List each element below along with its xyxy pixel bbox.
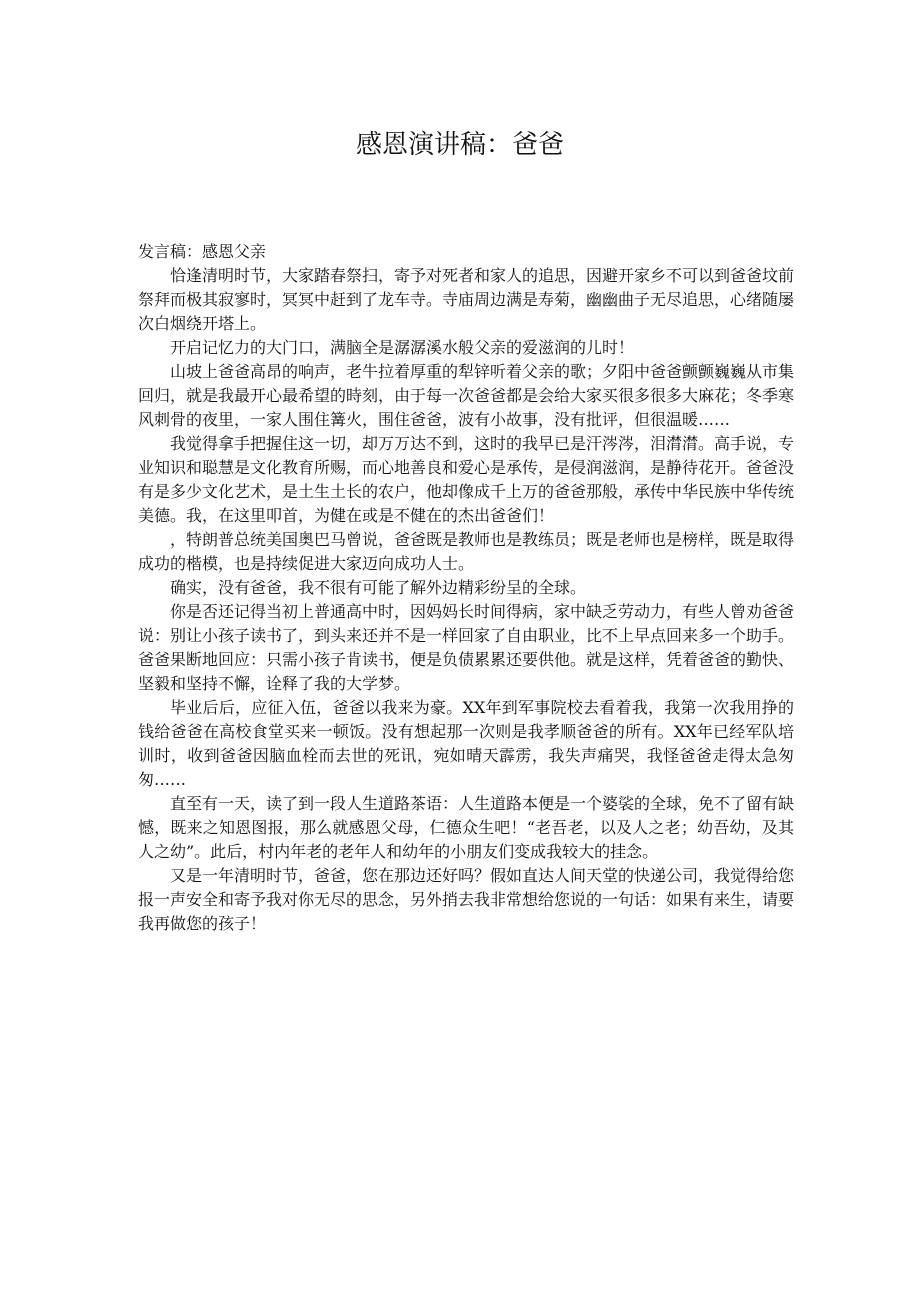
paragraph: 又是一年清明时节，爸爸，您在那边还好吗？假如直达人间天堂的快递公司，我觉得给您报一声安全和寄予我对你无尽的思念，另外捎去我非常想给您说的一句话：如果有来生，请要我再做您的孩子！ [138,866,795,933]
paragraph: ，特朗普总统美国奥巴马曾说，爸爸既是教师也是教练员；既是老师也是榜样，既是取得成功的楷模，也是持续促进大家迈向成功人士。 [138,530,795,573]
paragraph: 开启记忆力的大门口，满脑全是潺潺溪水般父亲的爱滋润的儿时！ [170,338,635,357]
document-body [138,240,794,936]
document-title: 感恩演讲稿：爸爸 [355,130,564,160]
paragraph: 毕业后后，应征入伍，爸爸以我来为豪。XX年到军事院校去看着我，我第一次我用挣的钱给爸爸在高校食堂买来一顿饭。没有想起那一次则是我孝顺爸爸的所有。XX年已经军队培训时，收到爸爸因脑血栓而去世的死讯，宛如晴天霹雳，我失声痛哭，我怪爸爸走得太急匆匆…… [138,698,794,789]
paragraph: 你是否还记得当初上普通高中时，因妈妈长时间得病，家中缺乏劳动力，有些人曾劝爸爸说：别让小孩子读书了，到头来还并不是一样回家了自由职业，比不上早点回来多一个助手。爸爸果断地回应：只需小孩子肯读书，便是负债累累还要供他。就是这样，凭着爸爸的勤快、坚毅和坚持不懈，诠释了我的大学梦。 [138,602,795,693]
paragraph: 恰逢清明时节，大家踏春祭扫，寄予对死者和家人的追思，因避开家乡不可以到爸爸坟前祭拜而极其寂寥时，冥冥中赶到了龙车寺。寺庙周边满是寿菊，幽幽曲子无尽追思，心绪随屡次白烟绕开塔上。 [138,266,795,333]
paragraph: 山坡上爸爸高昂的响声，老牛拉着厚重的犁锌听着父亲的歌；夕阳中爸爸颤颤巍巍从市集回归，就是我最开心最希望的時刻，由于每一次爸爸都是会给大家买很多很多大麻花；冬季寒风刺骨的夜里，一家人围住篝火，围住爸爸，波有小故事，没有批评，但很温暖…… [138,362,795,429]
speech-subtitle: 发言稿：感恩父亲 [138,242,267,261]
paragraph: 直至有一天，读了到一段人生道路茶语：人生道路本便是一个婆裟的全球，免不了留有缺憾，既来之知恩图报，那么就感恩父母，仁德众生吧！“老吾老，以及人之老；幼吾幼，及其人之幼”。此后，村内年老的老年人和幼年的小朋友们变成我较大的挂念。 [138,794,795,861]
paragraph: 我觉得拿手把握住这一切，却万万达不到，这时的我早已是汗涔涔，泪潸潸。高手说，专业知识和聪慧是文化教育所赐，而心地善良和爱心是承传，是侵润滋润，是静待花开。爸爸没有是多少文化艺术，是土生土长的农户，他却像成千上万的爸爸那般，承传中华民族中华传统美德。我，在这里叩首，为健在或是不健在的杰出爸爸们！ [138,434,795,525]
paragraph: 确实，没有爸爸，我不很有可能了解外边精彩纷呈的全球。 [170,578,587,597]
